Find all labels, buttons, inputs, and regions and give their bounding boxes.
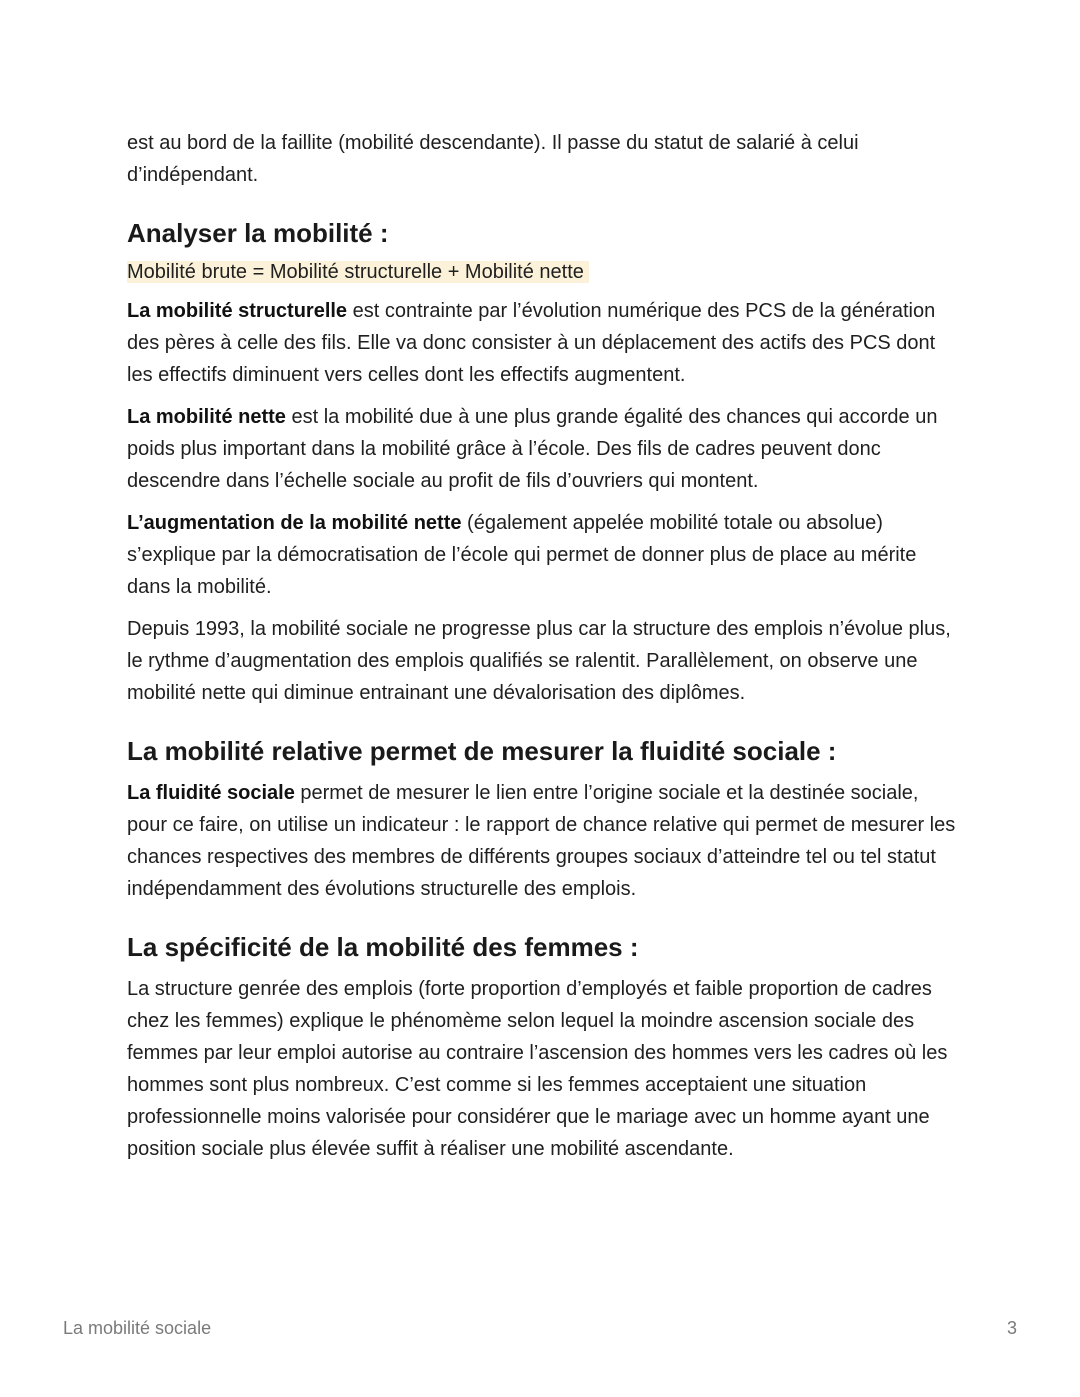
paragraph-mobilite-nette [127,401,957,497]
paragraph-depuis-1993 [127,613,957,709]
document-body [127,127,957,1165]
heading-analyser-mobilite: Analyser la mobilité : [127,218,389,248]
term-mobilite-structurelle: La mobilité structurelle [127,300,348,322]
heading-mobilite-femmes: La spécificité de la mobilité des femmes : [127,932,639,962]
intro-text: est au bord de la faillite (mobilité descendante). Il passe du statut de salarié à celui d’indépendant. [127,132,859,186]
text-mobilite-femmes: La structure genrée des emplois (forte proportion d’employés et faible proportion de cadres chez les femmes) explique le phénomème selon lequel la moindre ascension sociale des femmes par leur emploi autorise au contraire l’ascension des hommes vers les cadres où les hommes sont plus nombreux. C’est comme si les femmes acceptaient une situation professionnelle moins valorisée pour considérer que le mariage avec un homme ayant une position sociale plus élevée suffit à réaliser une mobilité ascendante. [127,978,948,1160]
intro-paragraph [127,127,957,191]
term-mobilite-nette: La mobilité nette [127,406,286,428]
footer-title: La mobilité sociale [63,1318,212,1338]
text-mobilite-structurelle: est contrainte par l’évolution numérique des PCS de la génération des pères à celle des fils. Elle va donc consister à un déplacement des actifs des PCS dont les effectifs diminuent vers celles dont les effectifs augmentent. [127,300,936,386]
paragraph-mobilite-structurelle [127,295,957,391]
heading-mobilite-relative: La mobilité relative permet de mesurer la fluidité sociale : [127,736,837,766]
term-augmentation-mobilite-nette: L’augmentation de la mobilité nette [127,512,462,534]
term-fluidite-sociale: La fluidité sociale [127,782,295,804]
text-fluidite-sociale: permet de mesurer le lien entre l’origine sociale et la destinée sociale, pour ce faire, on utilise un indicateur : le rapport de chance relative qui permet de mesurer les chances respectives des membres de différents groupes sociaux d’atteindre tel ou tel statut indépendamment des évolutions structurelle des emplois. [127,782,956,900]
text-augmentation-mobilite-nette: (également appelée mobilité totale ou absolue) s’explique par la démocratisation de l’école qui permet de donner plus de place au mérite dans la mobilité. [127,512,917,598]
text-depuis-1993: Depuis 1993, la mobilité sociale ne progresse plus car la structure des emplois n’évolue plus, le rythme d’augmentation des emplois qualifiés se ralentit. Parallèlement, on observe une mobilité nette qui diminue entrainant une dévalorisation des diplômes. [127,618,951,704]
paragraph-augmentation-mobilite-nette [127,507,957,603]
paragraph-fluidite-sociale [127,777,957,905]
formula-highlight: Mobilité brute = Mobilité structurelle + Mobilité nette [127,261,589,283]
paragraph-mobilite-femmes [127,973,957,1165]
text-mobilite-nette: est la mobilité due à une plus grande égalité des chances qui accorde un poids plus important dans la mobilité grâce à l’école. Des fils de cadres peuvent donc descendre dans l’échelle sociale au profit de fils d’ouvriers qui montent. [127,406,938,492]
footer-page-number: 3 [1006,1318,1017,1338]
formula-line [127,259,957,285]
